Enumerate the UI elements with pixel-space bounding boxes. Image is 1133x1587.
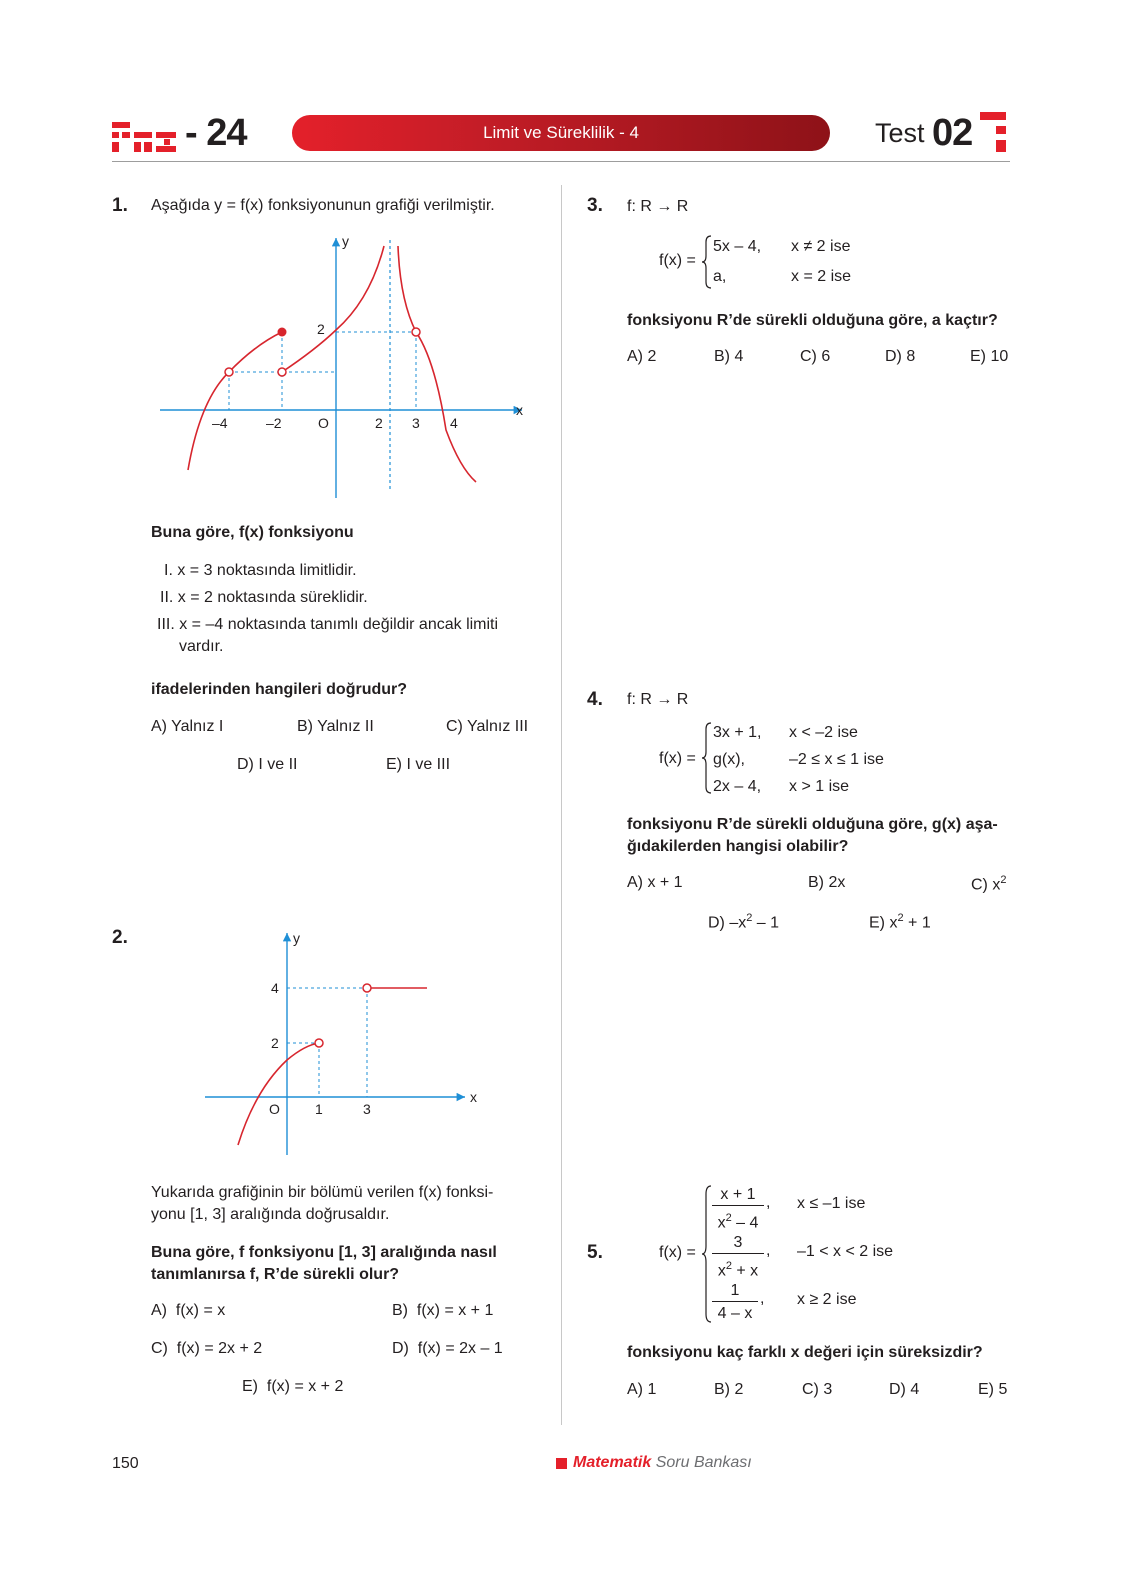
q1-y-label: y bbox=[342, 233, 349, 249]
q3-case-expr: 5x – 4, bbox=[713, 238, 762, 255]
q1-curve-right bbox=[398, 246, 476, 482]
column-divider bbox=[561, 185, 562, 1425]
q2-number: 2. bbox=[112, 927, 128, 948]
q1-lead: Buna göre, f(x) fonksiyonu bbox=[151, 524, 354, 541]
book-title: Matematik Soru Bankası bbox=[573, 1454, 752, 1471]
q3-case-expr: a, bbox=[713, 268, 727, 285]
q1-statement: III. x = –4 noktasında tanımlı değildir ancak limiti bbox=[157, 616, 499, 633]
q3-domain: f: R → R bbox=[627, 198, 689, 215]
q5-case-cond: –1 < x < 2 ise bbox=[797, 1243, 894, 1260]
q4-case-expr: g(x), bbox=[713, 751, 745, 768]
q2-ytick: 4 bbox=[271, 980, 279, 996]
q2-description: yonu [1, 3] aralığında doğrusaldır. bbox=[151, 1206, 390, 1223]
q1-statement: II. x = 2 noktasında süreklidir. bbox=[160, 589, 368, 606]
q1-x-label: x bbox=[516, 402, 523, 418]
q3-option-a[interactable]: A) 2 bbox=[627, 348, 657, 365]
q2-ytick: 2 bbox=[271, 1035, 279, 1051]
q2-question: tanımlanırsa f, R’de sürekli olur? bbox=[151, 1266, 400, 1283]
test-number: 02 bbox=[932, 112, 973, 154]
q1-open-point bbox=[225, 368, 233, 376]
q1-option-d[interactable]: D) I ve II bbox=[237, 756, 298, 773]
q1-option-b[interactable]: B) Yalnız II bbox=[297, 718, 374, 735]
q4-fx-label: f(x) = bbox=[659, 750, 696, 767]
q5-fraction-bar bbox=[712, 1301, 758, 1302]
q4-domain: f: R → R bbox=[627, 691, 689, 708]
q2-option-d[interactable]: D) f(x) = 2x – 1 bbox=[392, 1340, 503, 1357]
q2-option-e[interactable]: E) f(x) = x + 2 bbox=[242, 1378, 344, 1395]
q4-case-cond: x < –2 ise bbox=[789, 724, 858, 741]
q3-case-cond: x = 2 ise bbox=[791, 268, 852, 285]
q5-option-e[interactable]: E) 5 bbox=[978, 1381, 1008, 1398]
q5-comma: , bbox=[766, 1242, 771, 1259]
q5-case-cond: x ≥ 2 ise bbox=[797, 1291, 857, 1308]
q2-curve bbox=[238, 1043, 319, 1145]
q5-fraction-bar bbox=[712, 1253, 764, 1254]
q3-question: fonksiyonu R’de sürekli olduğuna göre, a kaçtır? bbox=[627, 312, 998, 329]
q3-option-c[interactable]: C) 6 bbox=[800, 348, 831, 365]
q4-case-expr: 2x – 4, bbox=[713, 778, 762, 795]
q2-graph bbox=[200, 925, 490, 1155]
q4-option-d[interactable]: D) $-x^2 - 1$ bbox=[708, 912, 780, 932]
page-title: Limit ve Süreklilik - 4 bbox=[292, 115, 830, 151]
q1-curve-left bbox=[188, 332, 282, 470]
q1-xtick: 4 bbox=[450, 415, 458, 431]
q5-option-d[interactable]: D) 4 bbox=[889, 1381, 920, 1398]
q1-xtick: 3 bbox=[412, 415, 420, 431]
q2-origin: O bbox=[269, 1101, 280, 1117]
q3-option-e[interactable]: E) 10 bbox=[970, 348, 1009, 365]
test-label: Test bbox=[875, 118, 925, 148]
q2-description: Yukarıda grafiğinin bir bölümü verilen f(x) fonksi- bbox=[151, 1184, 494, 1201]
faz-logo-icon bbox=[112, 112, 182, 158]
q1-origin: O bbox=[318, 415, 329, 431]
q5-fx-label: f(x) = bbox=[659, 1244, 696, 1261]
q1-xtick: 2 bbox=[375, 415, 383, 431]
q2-xtick: 1 bbox=[315, 1101, 323, 1117]
q3-brace-icon bbox=[701, 234, 713, 290]
t-logo-icon bbox=[980, 112, 1010, 156]
q4-question: fonksiyonu R’de sürekli olduğuna göre, g(x) aşa- bbox=[627, 816, 998, 833]
q4-brace-icon bbox=[701, 721, 713, 795]
q1-open-point bbox=[412, 328, 420, 336]
q5-question: fonksiyonu kaç farklı x değeri için süreksizdir? bbox=[627, 1344, 983, 1361]
q5-case-denominator: $x^2 + x$ bbox=[717, 1260, 759, 1280]
q1-number: 1. bbox=[112, 195, 128, 216]
q4-question: ğıdakilerden hangisi olabilir? bbox=[627, 838, 849, 855]
q5-option-c[interactable]: C) 3 bbox=[802, 1381, 833, 1398]
q4-case-expr: 3x + 1, bbox=[713, 724, 762, 741]
q5-case-numerator: 3 bbox=[733, 1234, 743, 1251]
q5-option-b[interactable]: B) 2 bbox=[714, 1381, 744, 1398]
q5-case-denominator: 4 – x bbox=[717, 1305, 753, 1322]
q2-y-label: y bbox=[293, 930, 300, 946]
q2-xtick: 3 bbox=[363, 1101, 371, 1117]
q4-option-b[interactable]: B) 2x bbox=[808, 874, 846, 891]
q5-comma: , bbox=[766, 1194, 771, 1211]
q4-option-e[interactable]: E) $x^2 + 1$ bbox=[869, 912, 931, 932]
q5-option-a[interactable]: A) 1 bbox=[627, 1381, 657, 1398]
q5-case-cond: x ≤ –1 ise bbox=[797, 1195, 866, 1212]
q4-case-cond: x > 1 ise bbox=[789, 778, 850, 795]
q1-option-a[interactable]: A) Yalnız I bbox=[151, 718, 224, 735]
q4-number: 4. bbox=[587, 689, 603, 710]
q4-case-cond: –2 ≤ x ≤ 1 ise bbox=[789, 751, 884, 768]
q1-xtick: –2 bbox=[266, 415, 282, 431]
page-number: 150 bbox=[112, 1455, 139, 1472]
q2-question: Buna göre, f fonksiyonu [1, 3] aralığında nasıl bbox=[151, 1244, 497, 1261]
q3-option-d[interactable]: D) 8 bbox=[885, 348, 916, 365]
q4-option-a[interactable]: A) x + 1 bbox=[627, 874, 683, 891]
q2-option-c[interactable]: C) f(x) = 2x + 2 bbox=[151, 1340, 263, 1357]
q1-graph bbox=[150, 225, 540, 510]
q2-open-point bbox=[363, 984, 371, 992]
q1-option-c[interactable]: C) Yalnız III bbox=[446, 718, 529, 735]
q1-curve-middle bbox=[282, 246, 384, 372]
q2-open-point bbox=[315, 1039, 323, 1047]
q1-xtick: –4 bbox=[212, 415, 228, 431]
q5-case-numerator: 1 bbox=[730, 1282, 740, 1299]
q5-comma: , bbox=[760, 1290, 765, 1307]
q2-x-label: x bbox=[470, 1089, 477, 1105]
q5-number: 5. bbox=[587, 1242, 603, 1263]
q1-option-e[interactable]: E) I ve III bbox=[386, 756, 451, 773]
q5-case-denominator: $x^2 - 4$ bbox=[717, 1212, 759, 1232]
q1-prompt: Aşağıda y = f(x) fonksiyonunun grafiği verilmiştir. bbox=[151, 197, 495, 214]
q1-ytick: 2 bbox=[317, 321, 325, 337]
q5-fraction-bar bbox=[712, 1205, 764, 1206]
q1-statement: vardır. bbox=[179, 638, 224, 655]
q2-option-a[interactable]: A) f(x) = x bbox=[151, 1302, 226, 1319]
q1-statement: I. x = 3 noktasında limitlidir. bbox=[164, 562, 357, 579]
q2-option-b[interactable]: B) f(x) = x + 1 bbox=[392, 1302, 494, 1319]
q4-option-c[interactable]: C) $x^2$ bbox=[971, 874, 1007, 894]
q3-case-cond: x ≠ 2 ise bbox=[791, 238, 851, 255]
q3-number: 3. bbox=[587, 195, 603, 216]
q1-open-point bbox=[278, 368, 286, 376]
footer-square-icon bbox=[556, 1458, 567, 1469]
section-number: - 24 bbox=[185, 112, 247, 154]
q3-fx-label: f(x) = bbox=[659, 252, 696, 269]
q3-option-b[interactable]: B) 4 bbox=[714, 348, 744, 365]
q1-question: ifadelerinden hangileri doğrudur? bbox=[151, 681, 408, 698]
header-divider bbox=[112, 161, 1010, 162]
q1-filled-point bbox=[278, 328, 287, 337]
q5-case-numerator: x + 1 bbox=[720, 1186, 756, 1203]
